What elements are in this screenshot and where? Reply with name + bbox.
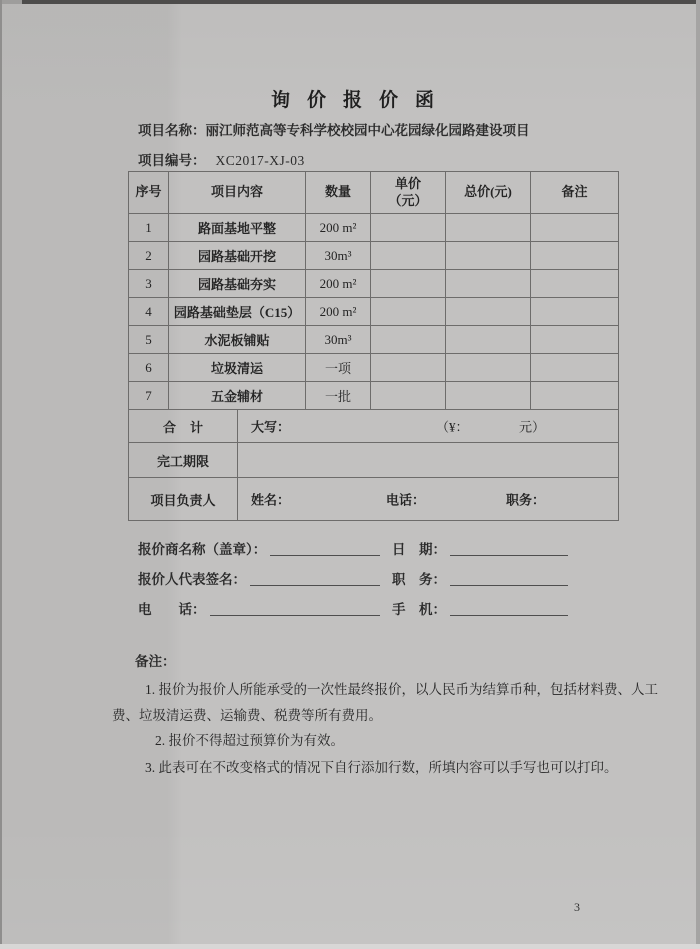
scan-edge-top-corner: [0, 0, 22, 4]
manager-title-label: 职务：: [506, 492, 546, 508]
total-label-cell: [129, 410, 238, 443]
row-index: 2: [129, 242, 169, 270]
project-name-line: [138, 119, 530, 139]
row-content: 水泥板铺贴: [169, 326, 306, 354]
deadline-label: 完工期限: [129, 443, 238, 478]
phone-blank: [210, 599, 381, 616]
page-number: 3: [574, 900, 580, 914]
row-remark: [531, 242, 619, 270]
date-label: 日 期：: [392, 542, 446, 557]
row-index: 7: [129, 382, 169, 410]
row-quantity: 一批: [306, 382, 371, 410]
row-quantity: 一项: [306, 354, 371, 382]
row-unit-price: [371, 242, 446, 270]
row-remark: [531, 326, 619, 354]
row-quantity: 30m³: [306, 326, 371, 354]
scan-edge-right: [696, 0, 700, 949]
note-1-line-1: 1. 报价为报价人所能承受的一次性最终报价，以人民币为结算币种，包括材料费、人工: [145, 682, 658, 697]
row-index: 6: [129, 354, 169, 382]
header-quantity: 数量: [306, 172, 371, 214]
project-code-value: XC2017-XJ-03: [215, 153, 305, 168]
amount-yuan-open: （¥：: [436, 419, 469, 435]
signature-row-vendor: [138, 537, 568, 559]
row-remark: [531, 214, 619, 242]
notes-heading: 备注：: [135, 654, 176, 669]
date-blank: [450, 539, 568, 556]
row-remark: [531, 298, 619, 326]
project-name-value: 丽江师范高等专科学校校园中心花园绿化园路建设项目: [205, 123, 530, 138]
row-content: 路面基地平整: [169, 214, 306, 242]
table-row: [129, 270, 619, 298]
table-row: [129, 214, 619, 242]
row-unit-price: [371, 270, 446, 298]
header-index: 序号: [129, 172, 169, 214]
row-unit-price: [371, 214, 446, 242]
manager-value-cell: [238, 478, 619, 521]
row-total-price: [446, 326, 531, 354]
row-content: 垃圾清运: [169, 354, 306, 382]
mobile-blank: [450, 599, 568, 616]
table-row: [129, 326, 619, 354]
row-total-price: [446, 298, 531, 326]
scan-edge-left: [0, 0, 2, 949]
header-remark: 备注: [531, 172, 619, 214]
table-row: [129, 242, 619, 270]
deadline-value-cell: [238, 443, 619, 478]
document-title: 询价报价函: [271, 90, 452, 111]
manager-row: [129, 478, 619, 521]
manager-phone-label: 电话：: [386, 492, 426, 508]
row-content: 园路基础夯实: [169, 270, 306, 298]
project-code-line: [138, 149, 305, 169]
scan-edge-top: [22, 0, 700, 4]
row-remark: [531, 382, 619, 410]
row-content: 园路基础开挖: [169, 242, 306, 270]
header-unit-price-line1: 单价: [395, 176, 422, 192]
header-unit-price-line2: （元）: [388, 192, 428, 208]
row-total-price: [446, 382, 531, 410]
row-quantity: 200 m²: [306, 214, 371, 242]
row-remark: [531, 270, 619, 298]
total-value-cell: [238, 410, 619, 443]
amount-in-words-label: 大写：: [251, 419, 291, 435]
vendor-name-blank: [270, 539, 380, 556]
row-content: 园路基础垫层（C15）: [169, 298, 306, 326]
row-index: 4: [129, 298, 169, 326]
header-total-price: 总价(元): [446, 172, 531, 214]
manager-label: 项目负责人: [129, 478, 238, 521]
mobile-label: 手 机：: [392, 602, 446, 617]
amount-yuan-close: 元）: [519, 419, 546, 435]
project-code-label: 项目编号：: [138, 153, 206, 168]
row-index: 3: [129, 270, 169, 298]
note-1-line-2: 费、垃圾清运费、运输费、税费等所有费用。: [112, 708, 382, 723]
table-header-row: [129, 172, 619, 214]
row-index: 5: [129, 326, 169, 354]
header-content: 项目内容: [169, 172, 306, 214]
row-quantity: 200 m²: [306, 298, 371, 326]
manager-name-label: 姓名：: [251, 492, 291, 508]
total-label: 合计: [162, 419, 217, 435]
scan-edge-bottom: [0, 944, 700, 949]
row-unit-price: [371, 298, 446, 326]
row-total-price: [446, 354, 531, 382]
row-quantity: 200 m²: [306, 270, 371, 298]
representative-sign-label: 报价人代表签名：: [138, 572, 246, 587]
note-2: 2. 报价不得超过预算价为有效。: [155, 733, 344, 748]
table-row: [129, 298, 619, 326]
row-unit-price: [371, 382, 446, 410]
total-row: [129, 410, 619, 443]
phone-label: 电 话：: [138, 602, 206, 617]
row-unit-price: [371, 326, 446, 354]
signature-row-representative: [138, 567, 568, 589]
position-label: 职 务：: [392, 572, 446, 587]
row-total-price: [446, 214, 531, 242]
vendor-name-label: 报价商名称（盖章）：: [138, 542, 267, 557]
row-index: 1: [129, 214, 169, 242]
table-row: [129, 382, 619, 410]
project-name-label: 项目名称：: [138, 123, 206, 138]
signature-row-phone: [138, 597, 568, 619]
row-total-price: [446, 270, 531, 298]
quotation-table: [128, 171, 619, 521]
row-quantity: 30m³: [306, 242, 371, 270]
header-unit-price: [371, 172, 446, 214]
position-blank: [450, 569, 568, 586]
row-unit-price: [371, 354, 446, 382]
note-3: 3. 此表可在不改变格式的情况下自行添加行数，所填内容可以手写也可以打印。: [145, 760, 618, 775]
deadline-row: [129, 443, 619, 478]
row-content: 五金辅材: [169, 382, 306, 410]
row-remark: [531, 354, 619, 382]
representative-sign-blank: [250, 569, 380, 586]
table-row: [129, 354, 619, 382]
row-total-price: [446, 242, 531, 270]
